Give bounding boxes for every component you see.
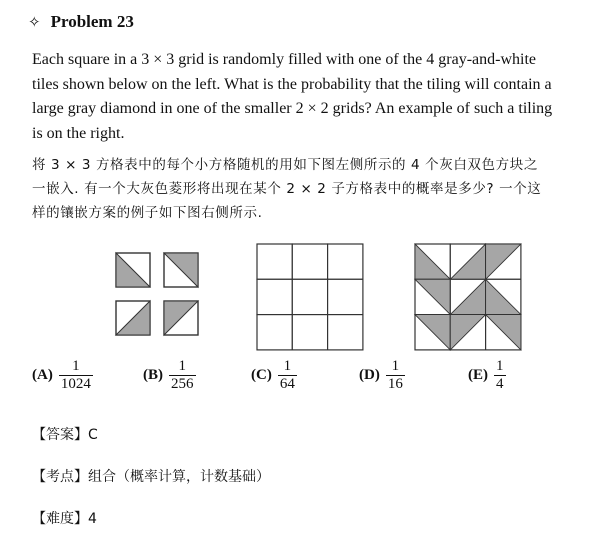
choice-fraction	[59, 358, 93, 393]
grid-cell	[257, 244, 292, 279]
choice-fraction	[494, 358, 506, 393]
example-tiling-grid	[415, 244, 521, 350]
answer-line: 【答案】C	[32, 427, 98, 443]
choice-label: (C)	[251, 367, 272, 383]
tile	[116, 253, 150, 287]
diamond-outline-icon: ✧	[28, 13, 41, 31]
example-cell	[450, 315, 485, 350]
choice-d[interactable]	[359, 358, 405, 393]
grid-cell	[257, 315, 292, 350]
chinese-line: 一嵌入. 有一个大灰色菱形将出现在某个 2 × 2 子方格表中的概率是多少? 一个这	[32, 181, 542, 197]
choice-fraction	[169, 358, 196, 393]
grid-cell	[257, 279, 292, 314]
example-cell	[486, 279, 521, 314]
choice-label: (E)	[468, 367, 488, 383]
example-cell	[450, 244, 485, 279]
numerator: 1	[496, 358, 504, 374]
choice-a[interactable]	[32, 358, 93, 393]
example-cell	[415, 315, 450, 350]
example-cell	[415, 244, 450, 279]
english-line: large gray diamond in one of the smaller 2 × 2 grids? An example of such a tiling	[32, 100, 553, 117]
empty-3x3-grid	[257, 244, 363, 350]
grid-cell	[328, 279, 363, 314]
numerator: 1	[391, 358, 400, 374]
example-cell	[486, 315, 521, 350]
example-cell	[450, 279, 485, 314]
denominator: 4	[496, 376, 504, 392]
tile	[164, 253, 198, 287]
english-line: tiles shown below on the left. What is the probability that the tiling will contain a	[32, 75, 552, 93]
difficulty-line: 【难度】4	[32, 511, 97, 527]
denominator: 1024	[60, 376, 91, 392]
choice-c[interactable]	[251, 358, 297, 393]
numerator: 1	[283, 358, 292, 374]
choice-fraction	[278, 358, 297, 393]
english-line: is on the right.	[32, 124, 125, 142]
example-cell	[415, 279, 450, 314]
choice-fraction	[386, 358, 405, 393]
choice-e[interactable]	[468, 358, 506, 393]
chinese-line: 将 3 × 3 方格表中的每个小方格随机的用如下图左侧所示的 4 个灰白双色方块之	[32, 157, 538, 173]
problem-title: Problem 23	[50, 12, 134, 31]
denominator: 64	[279, 376, 295, 392]
denominator: 256	[171, 376, 194, 392]
tile	[164, 301, 198, 335]
choice-label: (A)	[32, 367, 53, 383]
tile	[116, 301, 150, 335]
numerator: 1	[72, 358, 80, 374]
english-line: Each square in a 3 × 3 grid is randomly filled with one of the 4 gray-and-white	[32, 51, 536, 68]
grid-cell	[292, 279, 327, 314]
numerator: 1	[178, 358, 186, 374]
example-cell	[486, 244, 521, 279]
grid-cell	[328, 315, 363, 350]
choice-label: (D)	[359, 367, 380, 383]
choice-label: (B)	[143, 367, 163, 383]
choice-b[interactable]	[143, 358, 196, 393]
denominator: 16	[387, 376, 403, 392]
grid-cell	[328, 244, 363, 279]
four-tile-types	[116, 253, 198, 335]
topic-line: 【考点】组合（概率计算，计数基础）	[32, 469, 270, 485]
grid-cell	[292, 315, 327, 350]
chinese-line: 样的镶嵌方案的例子如下图右侧所示.	[32, 205, 263, 221]
grid-cell	[292, 244, 327, 279]
